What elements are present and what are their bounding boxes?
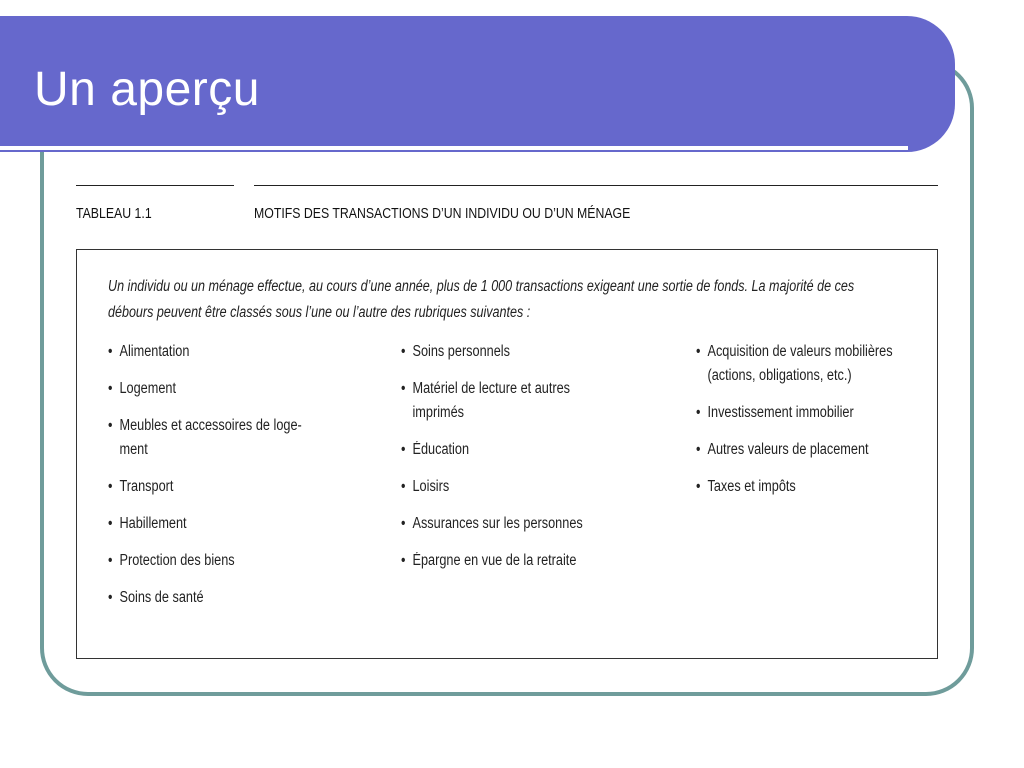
list-item: • Meubles et accessoires de loge- ment — [108, 414, 302, 462]
list-column-2 — [401, 340, 623, 586]
list-item: • Soins de santé — [108, 586, 302, 610]
bullet-icon: • — [401, 343, 406, 360]
slide-title: Un aperçu — [34, 63, 260, 116]
table-id-label: TABLEAU 1.1 — [76, 205, 152, 222]
table-title: MOTIFS DES TRANSACTIONS D’UN INDIVIDU OU D’UN MÉNAGE — [254, 205, 631, 222]
list-item: • Transport — [108, 475, 302, 499]
list-item: • Autres valeurs de placement — [696, 438, 893, 462]
bullet-icon: • — [108, 552, 113, 569]
list-column-3 — [696, 340, 936, 512]
list-item: • Assurances sur les personnes — [401, 512, 583, 536]
intro-line-2: débours peuvent être classés sous l’une ou l’autre des rubriques suivantes : — [108, 304, 531, 321]
bullet-icon: • — [108, 589, 113, 606]
list-item: • Épargne en vue de la retraite — [401, 549, 583, 573]
list-item: • Logement — [108, 377, 302, 401]
list-item: • Soins personnels — [401, 340, 583, 364]
bullet-icon: • — [108, 417, 113, 434]
bullet-icon: • — [401, 552, 406, 569]
list-item: • Protection des biens — [108, 549, 302, 573]
list-item: • Loisirs — [401, 475, 583, 499]
table-intro — [108, 272, 923, 332]
bullet-icon: • — [108, 515, 113, 532]
list-item: • Éducation — [401, 438, 583, 462]
bullet-icon: • — [108, 380, 113, 397]
bullet-icon: • — [696, 343, 701, 360]
list-item: • Taxes et impôts — [696, 475, 893, 499]
bullet-icon: • — [696, 404, 701, 421]
list-column-1 — [108, 340, 344, 623]
table-rule-left — [76, 185, 234, 186]
bullet-icon: • — [108, 478, 113, 495]
list-item: • Alimentation — [108, 340, 302, 364]
list-item: • Habillement — [108, 512, 302, 536]
bullet-icon: • — [108, 343, 113, 360]
bullet-icon: • — [696, 478, 701, 495]
intro-line-1: Un individu ou un ménage effectue, au cours d’une année, plus de 1 000 transactions exigeant une sortie de fonds. La majorité de ces — [108, 278, 855, 295]
bullet-icon: • — [401, 441, 406, 458]
bullet-icon: • — [401, 380, 406, 397]
list-item: • Matériel de lecture et autres imprimés — [401, 377, 583, 425]
list-item: • Investissement immobilier — [696, 401, 893, 425]
bullet-icon: • — [401, 478, 406, 495]
bullet-icon: • — [401, 515, 406, 532]
bullet-icon: • — [696, 441, 701, 458]
list-item: • Acquisition de valeurs mobilières (actions, obligations, etc.) — [696, 340, 893, 388]
table-rule-right — [254, 185, 938, 186]
